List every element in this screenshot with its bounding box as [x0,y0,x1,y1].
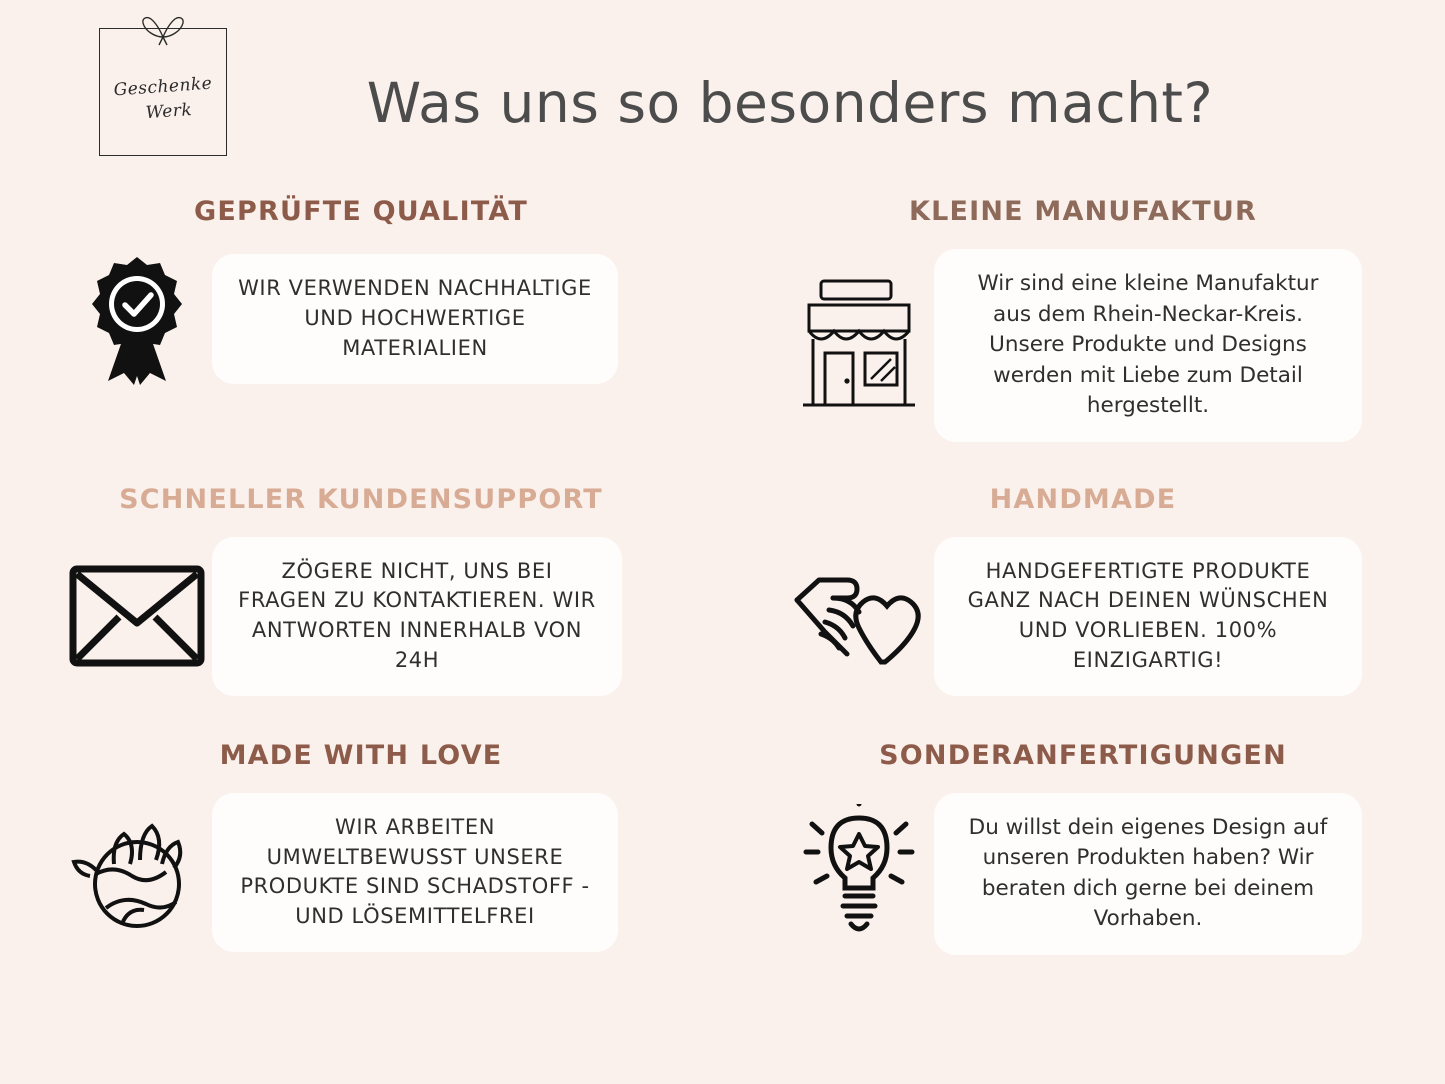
feature-title: SCHNELLER KUNDENSUPPORT [119,483,603,515]
feature-title: GEPRÜFTE QUALITÄT [194,196,528,227]
earth-nature-icon [62,802,212,942]
feature-made-with-love [0,740,722,955]
feature-text: Wir sind eine kleine Manufaktur aus dem Rhein-Neckar-Kreis. Unsere Produkte und Designs werden mit Liebe zum Detail hergestellt. [934,249,1362,442]
storefront-icon [784,275,934,415]
brand-logo-line1: Geschenke [113,73,213,101]
quality-badge-icon [62,249,212,389]
feature-title: KLEINE MANUFAKTUR [908,196,1258,227]
hand-heart-icon [784,546,934,686]
feature-handmade [722,484,1444,696]
feature-gepruefte-qualitaet [0,196,722,442]
feature-schneller-kundensupport [0,484,722,696]
brand-logo [99,28,227,156]
feature-kleine-manufaktur [722,196,1444,442]
feature-title: HANDMADE [989,483,1177,515]
page-title: Was uns so besonders macht? [366,70,1214,135]
bow-icon [135,15,191,49]
envelope-icon [62,546,212,686]
feature-grid [0,196,1445,955]
feature-text: Du willst dein eigenes Design auf unseren Produkten haben? Wir beraten dich gerne bei deinem Vorhaben. [934,793,1362,955]
brand-logo-line2: Werk [145,99,193,123]
feature-text: HANDGEFERTIGTE PRODUKTE GANZ NACH DEINEN WÜNSCHEN UND VORLIEBEN. 100% EINZIGARTIG! [934,537,1362,696]
feature-row [0,484,1445,696]
feature-text: WIR VERWENDEN NACHHALTIGE UND HOCHWERTIGE MATERIALIEN [212,254,618,383]
feature-text: ZÖGERE NICHT, UNS BEI FRAGEN ZU KONTAKTIEREN. WIR ANTWORTEN INNERHALB VON 24H [212,537,622,696]
lightbulb-star-icon [784,804,934,944]
feature-row [0,196,1445,442]
feature-text: WIR ARBEITEN UMWELTBEWUSST UNSERE PRODUKTE SIND SCHADSTOFF - UND LÖSEMITTELFREI [212,793,618,952]
brand-logo-text [100,75,226,124]
feature-title: SONDERANFERTIGUNGEN [879,739,1287,771]
feature-row [0,740,1445,955]
feature-sonderanfertigungen [722,740,1444,955]
feature-title: MADE WITH LOVE [219,739,503,771]
